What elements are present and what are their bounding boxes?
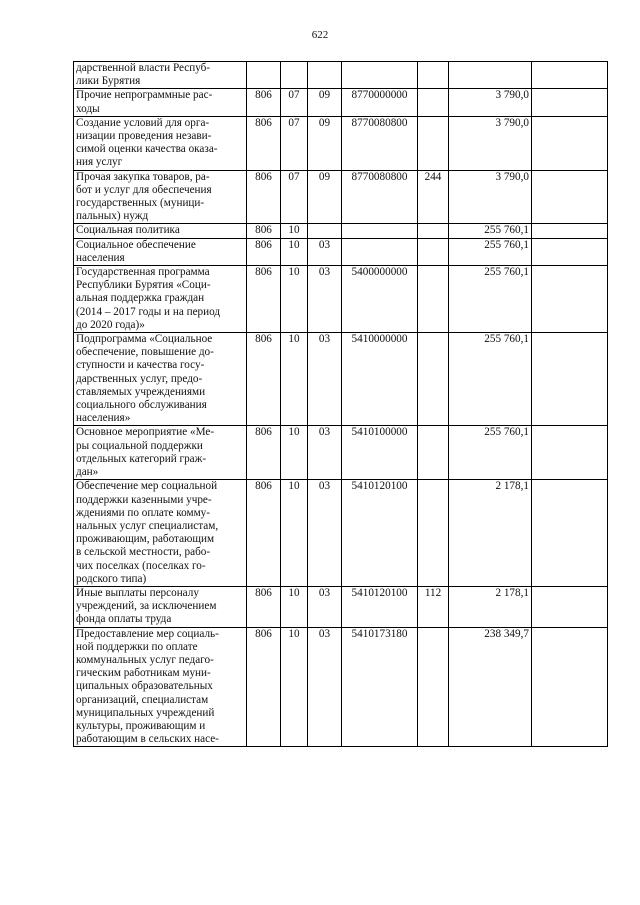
ministry-code-cell: 806 [247, 426, 281, 480]
target-article-cell: 8770080800 [342, 116, 418, 170]
empty-cell [532, 266, 608, 333]
ministry-code-cell: 806 [247, 89, 281, 116]
ministry-code-cell: 806 [247, 116, 281, 170]
empty-cell [532, 238, 608, 265]
empty-cell [532, 426, 608, 480]
ministry-code-cell: 806 [247, 333, 281, 426]
expense-type-cell [418, 426, 449, 480]
ministry-code-cell: 806 [247, 586, 281, 627]
empty-cell [532, 170, 608, 224]
subsection-code-cell: 03 [308, 627, 342, 747]
row-name-cell: Подпрограмма «Социальное обеспечение, повышение до- ступности и качества госу- дарственных услуг, предо- ставляемых учреждениями социального обслуживания населения» [74, 333, 247, 426]
target-article-cell [342, 238, 418, 265]
row-name-cell: Социальная политика [74, 224, 247, 238]
expense-type-cell [418, 238, 449, 265]
ministry-code-cell: 806 [247, 627, 281, 747]
empty-cell [532, 480, 608, 587]
empty-cell [532, 224, 608, 238]
target-article-cell: 5410173180 [342, 627, 418, 747]
amount-cell: 255 760,1 [449, 426, 532, 480]
row-name-cell: дарственной власти Респуб- лики Бурятия [74, 62, 247, 89]
row-name-cell: Основное мероприятие «Ме- ры социальной поддержки отдельных категорий граж- дан» [74, 426, 247, 480]
subsection-code-cell: 09 [308, 116, 342, 170]
row-name-cell: Прочая закупка товаров, ра- бот и услуг для обеспечения государственных (муници- пальных) нужд [74, 170, 247, 224]
section-code-cell: 07 [281, 89, 308, 116]
table-row [74, 62, 608, 89]
row-name-cell: Предоставление мер социаль- ной поддержки по оплате коммунальных услуг педаго- гическим работникам муни- ципальных образовательных организаций, специалистам муниципальных учреждений культуры, проживающим и работающим в сельских насе- [74, 627, 247, 747]
target-article-cell: 8770000000 [342, 89, 418, 116]
table-row [74, 238, 608, 265]
subsection-code-cell: 03 [308, 586, 342, 627]
subsection-code-cell: 03 [308, 266, 342, 333]
section-code-cell: 10 [281, 627, 308, 747]
section-code-cell: 10 [281, 266, 308, 333]
budget-table [73, 61, 608, 747]
table-row [74, 116, 608, 170]
target-article-cell: 5410120100 [342, 480, 418, 587]
amount-cell: 238 349,7 [449, 627, 532, 747]
expense-type-cell [418, 224, 449, 238]
amount-cell: 2 178,1 [449, 586, 532, 627]
row-name-cell: Социальное обеспечение населения [74, 238, 247, 265]
table-row [74, 480, 608, 587]
table-row [74, 586, 608, 627]
section-code-cell: 10 [281, 238, 308, 265]
section-code-cell: 10 [281, 333, 308, 426]
row-name-cell: Государственная программа Республики Бурятия «Соци- альная поддержка граждан (2014 – 2017 годы и на период до 2020 года)» [74, 266, 247, 333]
empty-cell [532, 627, 608, 747]
expense-type-cell [418, 89, 449, 116]
subsection-code-cell: 03 [308, 426, 342, 480]
ministry-code-cell [247, 62, 281, 89]
empty-cell [532, 116, 608, 170]
empty-cell [532, 89, 608, 116]
amount-cell: 255 760,1 [449, 238, 532, 265]
expense-type-cell [418, 116, 449, 170]
ministry-code-cell: 806 [247, 238, 281, 265]
row-name-cell: Прочие непрограммные рас- ходы [74, 89, 247, 116]
section-code-cell: 10 [281, 224, 308, 238]
row-name-cell: Обеспечение мер социальной поддержки казенными учре- ждениями по оплате комму- нальных услуг специалистам, проживающим, работающим в сельской местности, рабо- чих поселках (поселках го- родского типа) [74, 480, 247, 587]
target-article-cell: 5410000000 [342, 333, 418, 426]
amount-cell: 3 790,0 [449, 116, 532, 170]
page-number: 622 [311, 29, 329, 41]
row-name-cell: Создание условий для орга- низации проведения незави- симой оценки качества оказа- ния услуг [74, 116, 247, 170]
expense-type-cell [418, 266, 449, 333]
amount-cell: 2 178,1 [449, 480, 532, 587]
expense-type-cell: 112 [418, 586, 449, 627]
ministry-code-cell: 806 [247, 170, 281, 224]
subsection-code-cell: 03 [308, 333, 342, 426]
ministry-code-cell: 806 [247, 480, 281, 587]
subsection-code-cell: 09 [308, 170, 342, 224]
target-article-cell: 5410100000 [342, 426, 418, 480]
expense-type-cell: 244 [418, 170, 449, 224]
target-article-cell: 8770080800 [342, 170, 418, 224]
expense-type-cell [418, 333, 449, 426]
subsection-code-cell [308, 62, 342, 89]
target-article-cell: 5410120100 [342, 586, 418, 627]
target-article-cell [342, 224, 418, 238]
subsection-code-cell: 03 [308, 480, 342, 587]
amount-cell: 255 760,1 [449, 333, 532, 426]
table-row [74, 266, 608, 333]
row-name-cell: Иные выплаты персоналу учреждений, за исключением фонда оплаты труда [74, 586, 247, 627]
table-row [74, 170, 608, 224]
target-article-cell: 5400000000 [342, 266, 418, 333]
subsection-code-cell: 03 [308, 238, 342, 265]
section-code-cell: 07 [281, 116, 308, 170]
amount-cell: 3 790,0 [449, 170, 532, 224]
section-code-cell: 10 [281, 426, 308, 480]
expense-type-cell [418, 62, 449, 89]
subsection-code-cell: 09 [308, 89, 342, 116]
amount-cell [449, 62, 532, 89]
empty-cell [532, 62, 608, 89]
table-body [74, 62, 608, 747]
table-row [74, 89, 608, 116]
expense-type-cell [418, 480, 449, 587]
ministry-code-cell: 806 [247, 224, 281, 238]
amount-cell: 255 760,1 [449, 266, 532, 333]
empty-cell [532, 333, 608, 426]
section-code-cell: 10 [281, 480, 308, 587]
section-code-cell: 10 [281, 586, 308, 627]
section-code-cell [281, 62, 308, 89]
subsection-code-cell [308, 224, 342, 238]
amount-cell: 255 760,1 [449, 224, 532, 238]
empty-cell [532, 586, 608, 627]
table-row [74, 224, 608, 238]
ministry-code-cell: 806 [247, 266, 281, 333]
section-code-cell: 07 [281, 170, 308, 224]
target-article-cell [342, 62, 418, 89]
amount-cell: 3 790,0 [449, 89, 532, 116]
table-row [74, 426, 608, 480]
table-row [74, 627, 608, 747]
table-row [74, 333, 608, 426]
expense-type-cell [418, 627, 449, 747]
